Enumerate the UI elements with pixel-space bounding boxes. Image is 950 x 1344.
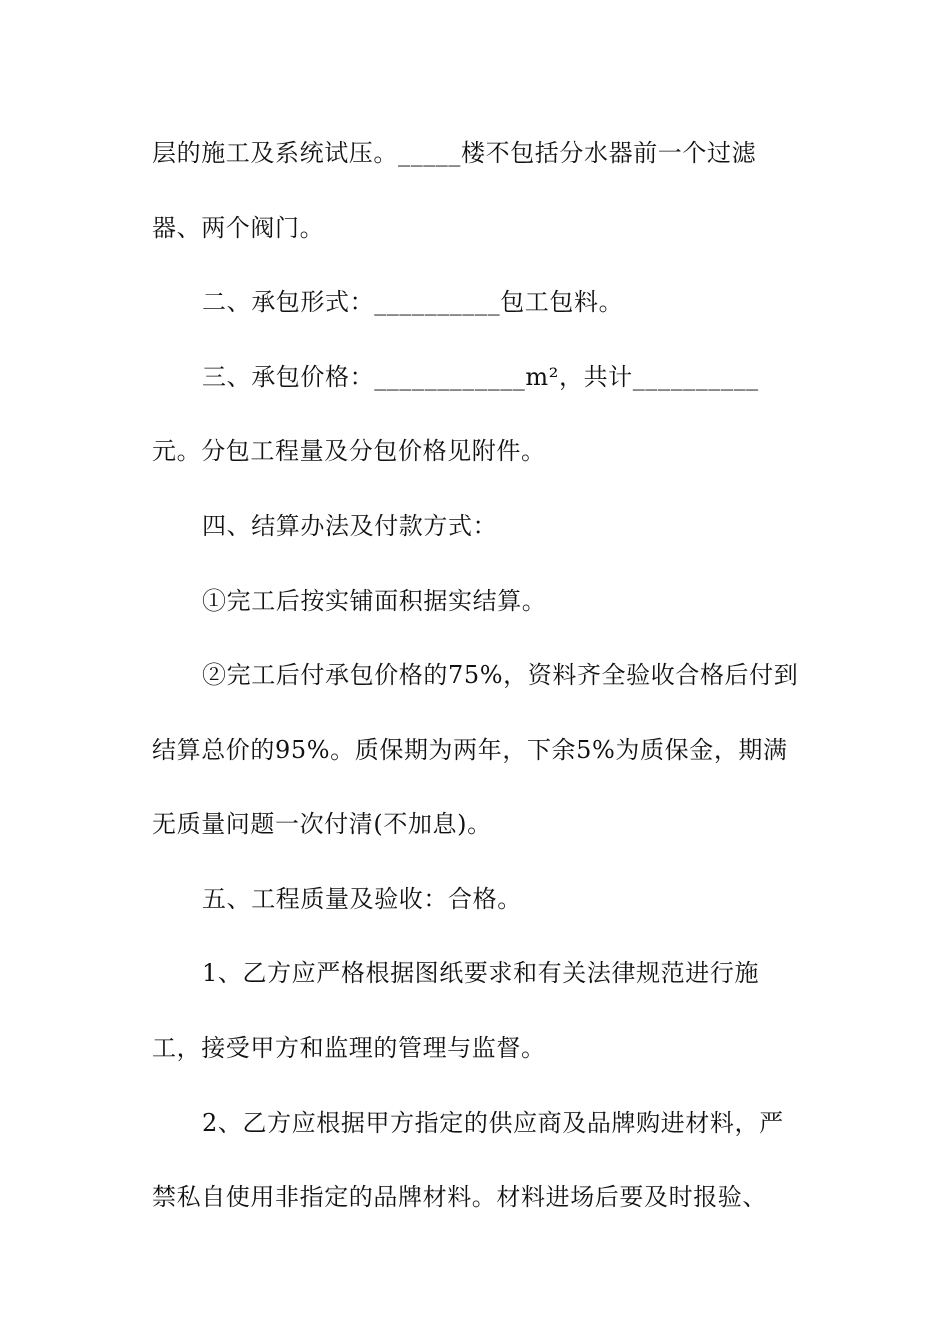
section-heading-settlement: 四、结算办法及付款方式： bbox=[202, 512, 498, 540]
list-item: 2、乙方应根据甲方指定的供应商及品牌购进材料，严 bbox=[202, 1109, 784, 1137]
list-item: 1、乙方应严格根据图纸要求和有关法律规范进行施 bbox=[202, 959, 760, 987]
paragraph-line: 元。分包工程量及分包价格见附件。 bbox=[152, 437, 546, 465]
paragraph-line: 工，接受甲方和监理的管理与监督。 bbox=[152, 1034, 546, 1062]
section-heading-contract-form: 二、承包形式：__________包工包料。 bbox=[202, 288, 624, 316]
paragraph-line: 无质量问题一次付清(不加息)。 bbox=[152, 810, 492, 838]
paragraph-line: 器、两个阀门。 bbox=[152, 214, 325, 242]
paragraph-line: 结算总价的95%。质保期为两年，下余5%为质保金，期满 bbox=[152, 736, 788, 764]
section-heading-quality: 五、工程质量及验收：合格。 bbox=[202, 885, 522, 913]
list-item: ②完工后付承包价格的75%，资料齐全验收合格后付到 bbox=[202, 661, 799, 689]
paragraph-line: 禁私自使用非指定的品牌材料。材料进场后要及时报验、 bbox=[152, 1183, 767, 1211]
section-heading-contract-price: 三、承包价格：____________m²，共计__________ bbox=[202, 363, 759, 391]
list-item: ①完工后按实铺面积据实结算。 bbox=[202, 587, 547, 615]
paragraph-line: 层的施工及系统试压。_____楼不包括分水器前一个过滤 bbox=[152, 139, 757, 167]
